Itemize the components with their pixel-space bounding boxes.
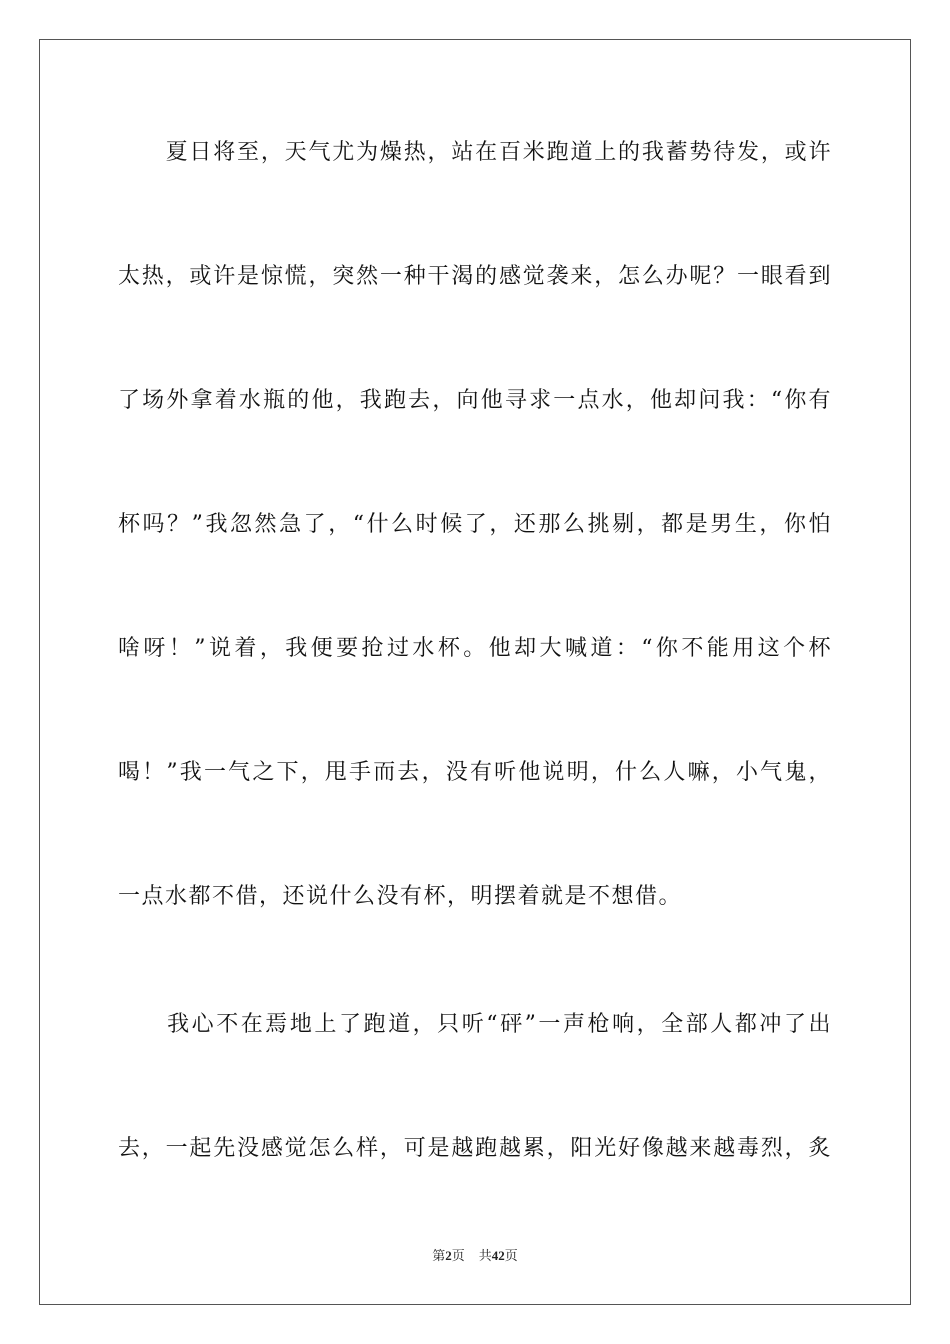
page-suffix: 页 bbox=[451, 1248, 465, 1263]
text-line: 夏日将至，天气尤为燥热，站在百米跑道上的我蓄势待发，或许 bbox=[118, 140, 832, 165]
text-line: 去，一起先没感觉怎么样，可是越跑越累，阳光好像越来越毒烈，炙 bbox=[118, 1136, 832, 1161]
text-line: 太热，或许是惊慌，突然一种干渴的感觉袭来，怎么办呢？一眼看到 bbox=[118, 264, 832, 289]
text-line: 啥呀！”说着，我便要抢过水杯。他却大喊道：“你不能用这个杯 bbox=[118, 636, 832, 661]
total-suffix: 页 bbox=[504, 1248, 518, 1263]
text-line: 喝！”我一气之下，甩手而去，没有听他说明，什么人嘛，小气鬼， bbox=[118, 760, 832, 785]
page-number: 2 bbox=[445, 1248, 452, 1263]
text-line: 了场外拿着水瓶的他，我跑去，向他寻求一点水，他却问我：“你有 bbox=[118, 388, 832, 413]
page-prefix: 第 bbox=[432, 1248, 446, 1263]
total-pages: 42 bbox=[491, 1248, 505, 1263]
text-line: 我心不在焉地上了跑道，只听“砰”一声枪响，全部人都冲了出 bbox=[118, 1012, 832, 1037]
page-footer bbox=[0, 1247, 950, 1265]
text-line: 一点水都不借，还说什么没有杯，明摆着就是不想借。 bbox=[118, 884, 683, 909]
text-line: 杯吗？”我忽然急了，“什么时候了，还那么挑剔，都是男生，你怕 bbox=[118, 512, 832, 537]
page-border bbox=[39, 39, 911, 1305]
total-prefix: 共 bbox=[478, 1248, 492, 1263]
